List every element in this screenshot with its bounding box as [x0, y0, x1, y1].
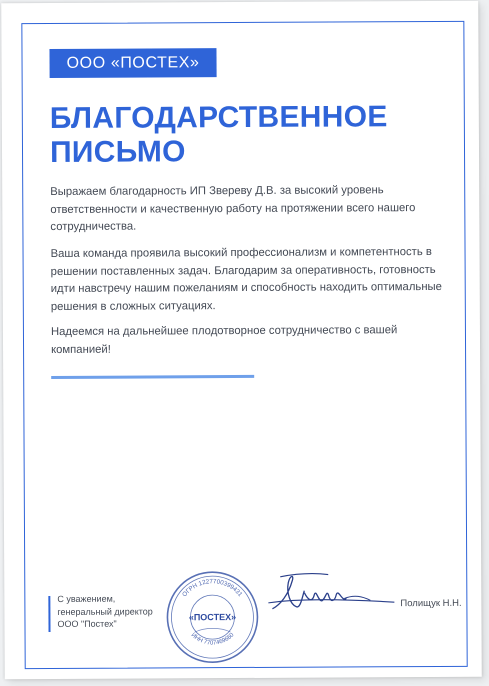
paragraph-line: идти навстречу нашим пожеланиям и способность находить оптимальные — [50, 280, 442, 295]
closing-line: С уважением, — [57, 593, 116, 604]
paragraph-line: компанией! — [51, 343, 111, 356]
paragraph-line: ответственности и качественную работу на протяжении всего нашего — [50, 201, 416, 216]
paragraph-gratitude — [50, 182, 450, 237]
paragraph-line: Ваша команда проявила высокий профессионализм и компетентность в — [50, 246, 432, 260]
signer-name: Полищук Н.Н. — [400, 597, 462, 610]
seal-inn-text: ИНН 7707469660 — [189, 632, 236, 647]
paragraph-line: Выражаем благодарность ИП Звереву Д.В. за высокий уровень — [50, 184, 384, 198]
paragraph-line: Надеемся на дальнейшее плодотворное сотрудничество с вашей — [50, 324, 398, 338]
svg-text:ОГРН 1227700399431 — [181, 578, 244, 599]
seal-center-text: «ПОСТЕХ» — [188, 612, 237, 623]
letter-title — [50, 100, 430, 170]
paragraph-professionalism — [51, 244, 451, 316]
handwritten-signature-icon — [266, 568, 396, 619]
letter-page — [1, 1, 482, 679]
closing-line: ООО "Постех" — [57, 618, 117, 629]
paragraph-line: решении поставленных задач. Благодарим за оперативность, готовность — [50, 263, 436, 278]
company-seal-stamp — [164, 569, 261, 666]
signature-accent-bar — [48, 596, 50, 632]
paragraph-line: решения в сложных ситуациях. — [50, 299, 216, 313]
closing-line: генеральный директор — [57, 605, 153, 617]
closing-block — [57, 592, 153, 630]
title-line-2: ПИСЬМО — [49, 135, 186, 169]
paragraph-cooperation — [51, 322, 451, 359]
paragraph-line: сотрудничества. — [50, 220, 137, 233]
company-logo: ООО «ПОСТЕХ» — [49, 48, 216, 78]
seal-ogrn-text: ОГРН 1227700399431 — [181, 578, 244, 599]
title-line-1: БЛАГОДАРСТВЕННОЕ — [49, 100, 388, 136]
